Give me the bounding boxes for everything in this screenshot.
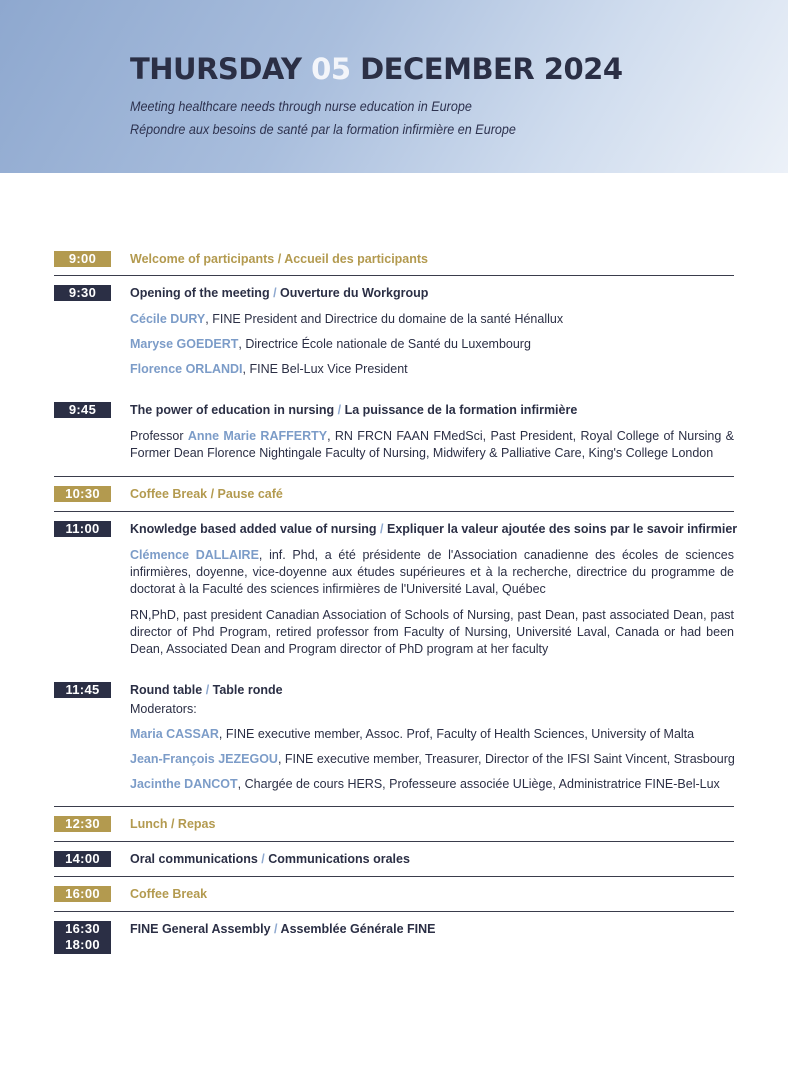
speaker-line	[130, 751, 734, 768]
session-title-en: Opening of the meeting	[130, 286, 270, 300]
time-badge: 9:00	[54, 251, 111, 267]
speaker-paragraph-fr	[130, 547, 734, 598]
session-title-en: Oral communications	[130, 852, 258, 866]
session-title-fr: Communications orales	[268, 852, 410, 866]
speaker-paragraph	[130, 428, 734, 462]
time-end: 18:00	[65, 937, 100, 952]
title-separator: /	[270, 922, 281, 936]
speaker-name: Maryse GOEDERT	[130, 337, 239, 351]
title-separator: /	[257, 852, 269, 866]
title-weekday: THURSDAY	[130, 52, 312, 86]
speaker-name: Florence ORLANDI	[130, 362, 243, 376]
time-badge: 14:00	[54, 851, 111, 867]
speaker-desc: , FINE executive member, Assoc. Prof, Faculty of Health Sciences, University of Malta	[218, 727, 695, 741]
speaker-line	[130, 726, 734, 743]
speaker-desc: , Chargée de cours HERS, Professeure associée ULiège, Administratrice FINE-Bel-Lux	[237, 777, 720, 791]
time-badge: 9:45	[54, 402, 111, 418]
title-separator: /	[202, 683, 213, 697]
speaker-desc: , FINE executive member, Treasurer, Director of the IFSI Saint Vincent, Strasbourg	[277, 752, 735, 766]
speaker-name: Maria CASSAR	[130, 727, 219, 741]
session-title-fr: La puissance de la formation infirmière	[344, 403, 578, 417]
speaker-line	[130, 776, 734, 793]
title-month-year: DECEMBER 2024	[350, 52, 623, 86]
time-badge: 11:00	[54, 521, 111, 537]
speaker-desc: , RN FRCN FAAN FMedSci, Past President, Royal College of Nursing & Former Dean Florence Nightingale Faculty of Nursing, Midwifery & Palliative Care, King's College London	[130, 429, 735, 460]
title-separator: /	[269, 286, 281, 300]
time-badge: 12:30	[54, 816, 111, 832]
speaker-prefix: Professor	[130, 429, 188, 443]
divider	[54, 511, 734, 512]
page-title	[130, 52, 623, 86]
divider	[54, 876, 734, 877]
time-badge	[54, 921, 111, 954]
session-title-fr: Expliquer la valeur ajoutée des soins par le savoir infirmier	[387, 522, 738, 536]
session-title-fr: Ouverture du Workgroup	[280, 286, 429, 300]
title-separator: /	[334, 403, 345, 417]
session-title	[130, 403, 577, 417]
time-start: 16:30	[65, 921, 100, 936]
session-title-en: Round table	[130, 683, 203, 697]
speaker-name: Jacinthe DANCOT	[130, 777, 238, 791]
speaker-line	[130, 311, 734, 328]
speaker-desc: , FINE Bel-Lux Vice President	[242, 362, 408, 376]
session-title: Coffee Break / Pause café	[130, 487, 283, 501]
session-title	[130, 683, 283, 697]
session-title	[130, 522, 737, 536]
speaker-name: Cécile DURY	[130, 312, 206, 326]
speaker-desc: , FINE President and Directrice du domaine de la santé Hénallux	[205, 312, 564, 326]
session-title-en: The power of education in nursing	[130, 403, 335, 417]
divider	[54, 841, 734, 842]
speaker-name: Jean-François JEZEGOU	[130, 752, 278, 766]
speaker-desc: , inf. Phd, a été présidente de l'Association canadienne des écoles de sciences infirmières, doyenne, vice-doyenne aux études supérieures et à la recherche, directrice du programme de doctorat à la Faculté des sciences infirmières de l'Université Laval, Québec	[130, 548, 734, 596]
divider	[54, 476, 734, 477]
time-badge: 11:45	[54, 682, 111, 698]
speaker-line	[130, 361, 734, 378]
time-badge: 9:30	[54, 285, 111, 301]
time-badge: 10:30	[54, 486, 111, 502]
subtitle-french: Répondre aux besoins de santé par la formation infirmière en Europe	[130, 121, 516, 137]
session-title: Coffee Break	[130, 887, 208, 901]
moderators-label: Moderators:	[130, 702, 197, 716]
speaker-name: Anne Marie RAFFERTY	[187, 429, 328, 443]
speaker-desc-en: RN,PhD, past president Canadian Association of Schools of Nursing, past Dean, past associated Dean, past director of Phd Program, retired professor from Faculty of Nursing, Université Laval, Canada or had been Dean, Associated Dean and Program director of PhD program at her faculty	[130, 608, 734, 656]
divider	[54, 911, 734, 912]
session-title	[130, 922, 435, 936]
speaker-paragraph-en	[130, 607, 734, 658]
speaker-desc: , Directrice École nationale de Santé du Luxembourg	[238, 337, 531, 351]
subtitle-english: Meeting healthcare needs through nurse education in Europe	[130, 98, 472, 114]
divider	[54, 806, 734, 807]
speaker-name: Clémence DALLAIRE	[130, 548, 259, 562]
title-separator: /	[376, 522, 387, 536]
session-title: Lunch / Repas	[130, 817, 216, 831]
session-title	[130, 852, 410, 866]
session-title-fr: Assemblée Générale FINE	[280, 922, 436, 936]
time-badge: 16:00	[54, 886, 111, 902]
session-title: Welcome of participants / Accueil des participants	[130, 252, 428, 266]
session-title-fr: Table ronde	[212, 683, 283, 697]
session-title-en: FINE General Assembly	[130, 922, 271, 936]
session-title	[130, 286, 428, 300]
speaker-line	[130, 336, 734, 353]
session-title-en: Knowledge based added value of nursing	[130, 522, 377, 536]
title-day: 05	[311, 52, 351, 86]
page-header	[0, 0, 788, 173]
divider	[54, 275, 734, 276]
